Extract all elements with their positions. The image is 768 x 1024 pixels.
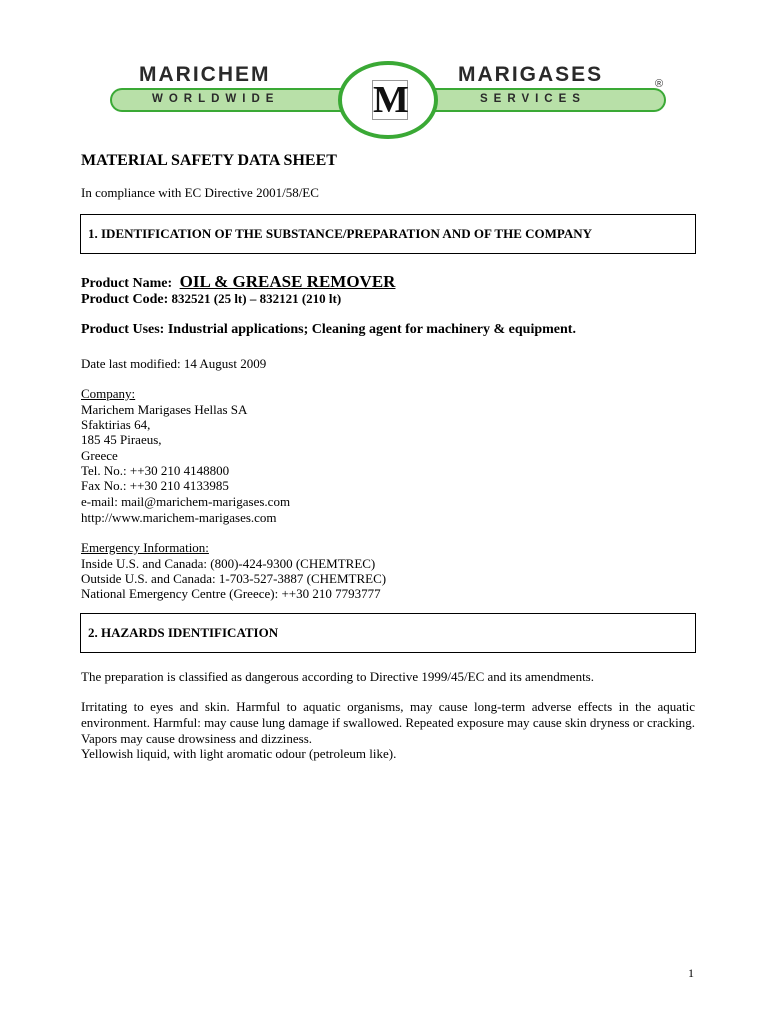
page-number: 1 xyxy=(688,966,694,980)
date-last-modified: Date last modified: 14 August 2009 xyxy=(81,356,267,371)
logo-sub-worldwide: WORLDWIDE xyxy=(152,93,280,105)
company-website: http://www.marichem-marigases.com xyxy=(81,510,277,525)
company-line: Sfaktirias 64, xyxy=(81,417,151,432)
company-email: e-mail: mail@marichem-marigases.com xyxy=(81,494,291,509)
product-code-value: 832521 (25 lt) – 832121 (210 lt) xyxy=(171,291,342,306)
product-name-label: Product Name: xyxy=(81,276,173,291)
emergency-label: Emergency Information: xyxy=(81,540,209,555)
emergency-line: Inside U.S. and Canada: (800)-424-9300 (CHEMTREC) xyxy=(81,556,376,571)
company-label: Company: xyxy=(81,386,136,401)
registered-mark: ® xyxy=(655,78,664,90)
product-name-line xyxy=(81,274,395,292)
company-line: Greece xyxy=(81,448,118,463)
emergency-line: National Emergency Centre (Greece): ++30 210 7793777 xyxy=(81,586,381,601)
logo-monogram: M xyxy=(373,79,409,121)
product-code-line xyxy=(81,291,341,307)
logo-emblem xyxy=(338,61,438,139)
emergency-line: Outside U.S. and Canada: 1-703-527-3887 (CHEMTREC) xyxy=(81,571,387,586)
section-1-header xyxy=(80,214,696,254)
hazard-description: Irritating to eyes and skin. Harmful to aquatic organisms, may cause long-term adverse effects in the aquatic environment. Harmful: may cause lung damage if swallowed. Repeated exposure may cause skin dryness or cracking. Vapors may cause drowsiness and dizziness. xyxy=(81,699,695,746)
document-title: MATERIAL SAFETY DATA SHEET xyxy=(81,152,337,169)
section-1-heading: 1. IDENTIFICATION OF THE SUBSTANCE/PREPARATION AND OF THE COMPANY xyxy=(88,226,593,241)
company-logo xyxy=(108,58,670,138)
product-uses: Product Uses: Industrial applications; Cleaning agent for machinery & equipment. xyxy=(81,322,576,337)
company-fax: Fax No.: ++30 210 4133985 xyxy=(81,478,229,493)
compliance-note: In compliance with EC Directive 2001/58/EC xyxy=(81,185,319,200)
substance-appearance: Yellowish liquid, with light aromatic odour (petroleum like). xyxy=(81,746,397,761)
logo-brand-marigases: MARIGASES xyxy=(458,63,604,86)
company-line: Marichem Marigases Hellas SA xyxy=(81,402,248,417)
logo-sub-services: SERVICES xyxy=(480,93,586,105)
section-2-header xyxy=(80,613,696,653)
product-code-label: Product Code: xyxy=(81,292,169,307)
product-name-value: OIL & GREASE REMOVER xyxy=(179,272,396,291)
company-line: 185 45 Piraeus, xyxy=(81,432,162,447)
logo-brand-marichem: MARICHEM xyxy=(139,63,271,86)
hazard-classification: The preparation is classified as dangerous according to Directive 1999/45/EC and its amendments. xyxy=(81,669,594,684)
company-phone: Tel. No.: ++30 210 4148800 xyxy=(81,463,230,478)
section-2-heading: 2. HAZARDS IDENTIFICATION xyxy=(88,625,279,640)
